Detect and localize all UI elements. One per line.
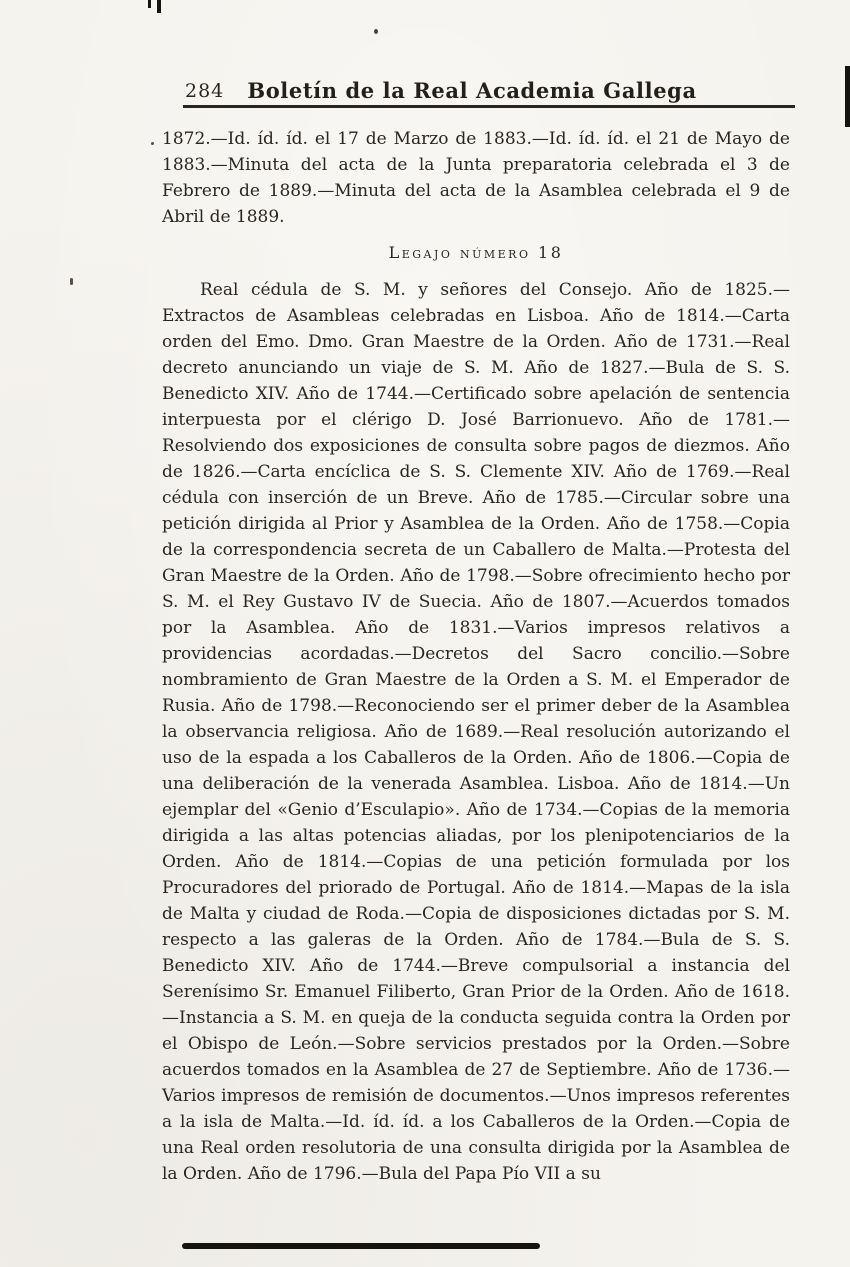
page-number: 284 <box>185 80 225 102</box>
page-header <box>165 78 793 104</box>
journal-title: Boletín de la Real Academia Gallega <box>247 78 697 103</box>
scan-artifact-top-tick <box>148 0 151 8</box>
section-heading: Legajo número 18 <box>388 243 564 262</box>
paragraph-legajo: Real cédula de S. M. y señores del Consejo. Año de 1825.—Extractos de Asambleas celebradas en Lisboa. Año de 1814.—Carta orden del Emo. Dmo. Gran Maestre de la Orden. Año de 1731.—Real decreto anunciando un viaje de S. M. Año de 1827.—Bula de S. S. Benedicto XIV. Año de 1744.—Certificado sobre apelación de sentencia interpuesta por el clérigo D. José Barrionuevo. Año de 1781.—Resolviendo dos exposiciones de consulta sobre pagos de diezmos. Año de 1826.—Carta encíclica de S. S. Clemente XIV. Año de 1769.—Real cédula con inserción de un Breve. Año de 1785.—Circular sobre una petición dirigida al Prior y Asamblea de la Orden. Año de 1758.—Copia de la correspondencia secreta de un Caballero de Malta.—Protesta del Gran Maestre de la Orden. Año de 1798.—Sobre ofrecimiento hecho por S. M. el Rey Gustavo IV de Suecia. Año de 1807.—Acuerdos tomados por la Asamblea. Año de 1831.—Varios impresos relativos a providencias acordadas.—Decretos del Sacro concilio.—Sobre nombramiento de Gran Maestre de la Orden a S. M. el Emperador de Rusia. Año de 1798.—Reconociendo ser el primer deber de la Asamblea la observancia religiosa. Año de 1689.—Real resolución autorizando el uso de la espada a los Caballeros de la Orden. Año de 1806.—Copia de una deliberación de la venerada Asamblea. Lisboa. Año de 1814.—Un ejemplar del «Genio d’Esculapio». Año de 1734.—Copias de la memoria dirigida a las altas potencias aliadas, por los plenipotenciarios de la Orden. Año de 1814.—Copias de una petición formulada por los Procuradores del priorado de Portugal. Año de 1814.—Mapas de la isla de Malta y ciudad de Roda.—Copia de disposiciones dictadas por S. M. respecto a las galeras de la Orden. Año de 1784.—Bula de S. S. Benedicto XIV. Año de 1744.—Breve compulsorial a instancia del Serenísimo Sr. Emanuel Filiberto, Gran Prior de la Orden. Año de 1618.—Instancia a S. M. en queja de la conducta seguida contra la Orden por el Obispo de León.—Sobre servicios prestados por la Orden.—Sobre acuerdos tomados en la Asamblea de 27 de Septiembre. Año de 1736.—Varios impresos de remisión de documentos.—Unos impresos referentes a la isla de Malta.—Id. íd. íd. a los Caballeros de la Orden.—Copia de una Real orden resolutoria de una consulta dirigida por la Asamblea de la Orden. Año de 1796.—Bula del Papa Pío VII a su <box>162 280 790 1184</box>
paragraph-intro: 1872.—Id. íd. íd. el 17 de Marzo de 1883.—Id. íd. íd. el 21 de Mayo de 1883.—Minuta del acta de la Junta preparatoria celebrada el 3 de Febrero de 1889.—Minuta del acta de la Asamblea celebrada el 9 de Abril de 1889. <box>162 129 790 227</box>
header-rule <box>183 105 795 108</box>
scan-artifact-speck <box>70 278 73 285</box>
scan-artifact-dot <box>374 29 378 34</box>
page-body <box>162 126 790 1187</box>
scan-artifact-right-bar <box>845 66 850 127</box>
scan-artifact-top-tick <box>157 0 161 13</box>
scan-artifact-speck <box>151 142 154 145</box>
scan-artifact-bottom-bar <box>182 1243 540 1249</box>
